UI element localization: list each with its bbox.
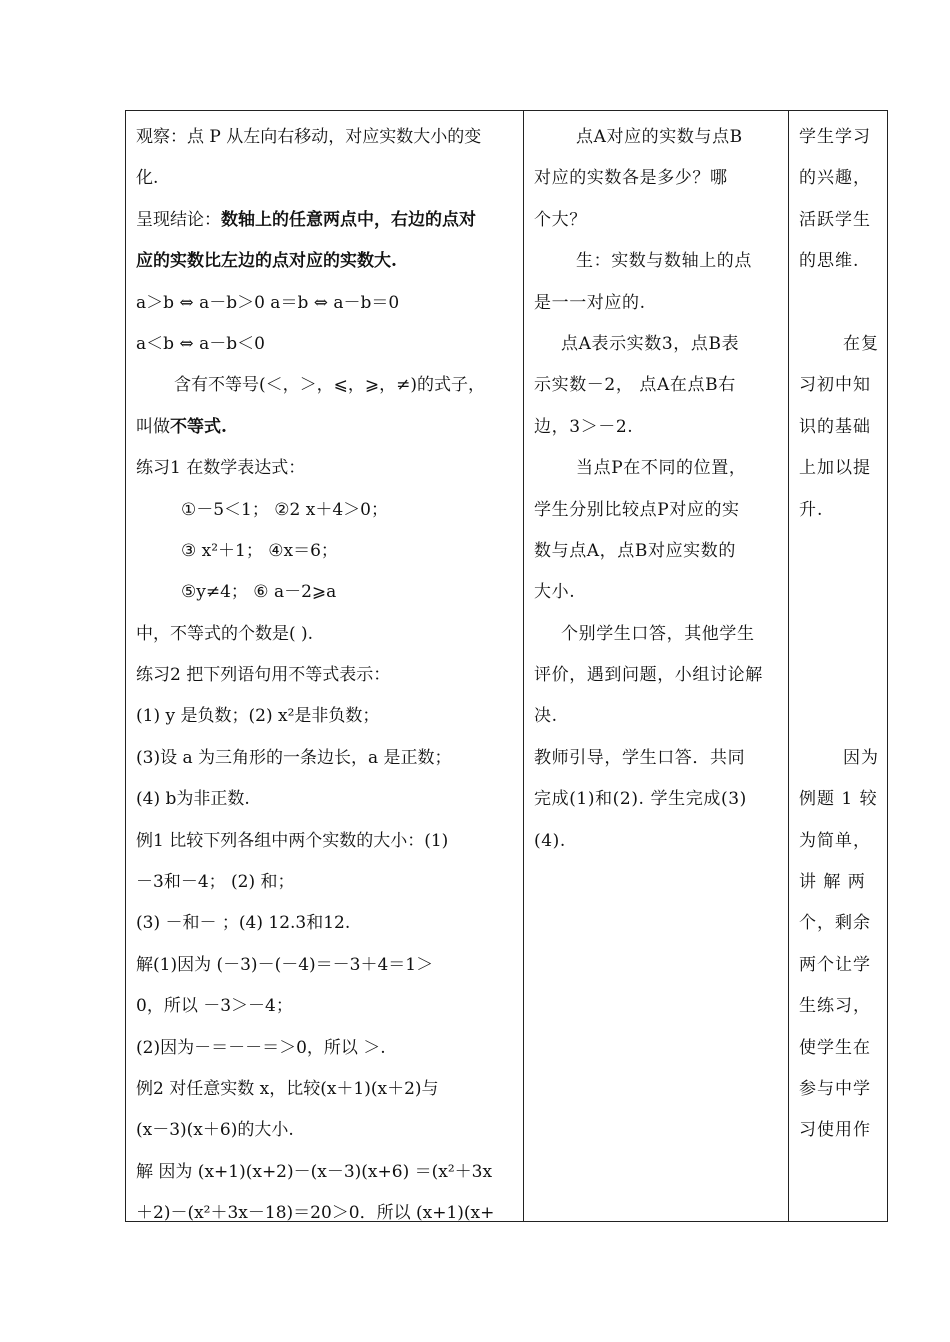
conclusion-line: 呈现结论：数轴上的任意两点中，右边的点对 xyxy=(136,209,476,230)
text-line: 习使用作 xyxy=(799,1120,871,1141)
text-line: 当点P在不同的位置， xyxy=(576,458,747,479)
text-line: 讲 解 两 xyxy=(799,872,866,893)
exercise-item: ⑤y≠4； ⑥ a－2⩾a xyxy=(181,582,337,603)
text-line: 教师引导，学生口答．共同 xyxy=(534,747,746,768)
text-line: 的兴趣， xyxy=(799,168,871,189)
definition-line: 叫做不等式. xyxy=(136,416,227,437)
text-line: 学生分别比较点P对应的实 xyxy=(534,499,740,520)
lesson-table xyxy=(125,110,888,1222)
text-line: 在复 xyxy=(843,333,879,354)
text-line: (3) －和－ ；(4) 12.3和12. xyxy=(136,913,351,934)
exercise-item: ③ x²＋1； ④x＝6； xyxy=(181,540,338,561)
text-line: 个别学生口答，其他学生 xyxy=(561,623,755,644)
exercise-2-title: 练习2 把下列语句用不等式表示： xyxy=(136,665,391,686)
text-line: 学生学习 xyxy=(799,127,871,147)
text-line: 决. xyxy=(534,706,558,727)
text-line: 个大？ xyxy=(534,209,587,230)
definition-line: 含有不等号(＜，＞，⩽，⩾，≠)的式子， xyxy=(174,375,485,396)
spacer xyxy=(799,283,879,324)
text-line: (1) y 是负数；(2) x²是非负数； xyxy=(136,706,380,727)
text-line: 是一一对应的. xyxy=(534,292,646,313)
solution-line: (2)因为－＝－－＝＞0，所以 ＞. xyxy=(136,1037,386,1058)
text-line: 点A表示实数3，点B表 xyxy=(561,333,740,354)
text-line: 识的基础 xyxy=(799,416,871,437)
spacer xyxy=(799,614,879,655)
text-line: 的思维. xyxy=(799,251,860,272)
text-line: 上加以提 xyxy=(799,458,871,479)
solution-line: 0，所以 －3＞－4； xyxy=(136,996,293,1017)
text-line: 习初中知 xyxy=(799,375,871,396)
formula-line: a＞b ⇔ a－b＞0 a＝b ⇔ a－b＝0 xyxy=(136,292,400,313)
text-line: 使学生在 xyxy=(799,1037,871,1058)
text-line: 个，剩余 xyxy=(799,913,871,934)
text-line: 因为 xyxy=(843,747,879,768)
text-line: 参与中学 xyxy=(799,1078,871,1099)
text-line: 对应的实数各是多少？哪 xyxy=(534,168,728,189)
spacer xyxy=(799,655,879,696)
text-line: 升. xyxy=(799,499,824,520)
text-line: 中，不等式的个数是( ). xyxy=(136,623,314,644)
text-line: (x－3)(x＋6)的大小. xyxy=(136,1120,294,1141)
spacer xyxy=(799,696,879,737)
text-line: 两个让学 xyxy=(799,954,871,975)
text-line: 数与点A，点B对应实数的 xyxy=(534,540,736,561)
exercise-item: ①－5＜1； ②2 x＋4＞0； xyxy=(181,499,388,520)
spacer xyxy=(799,531,879,572)
text-line: 点A对应的实数与点B xyxy=(576,127,743,147)
text-line: 观察：点 P 从左向右移动，对应实数大小的变 xyxy=(136,127,482,147)
text-line: 完成(1)和(2). 学生完成(3) xyxy=(534,789,747,810)
solution-line: 解(1)因为 (－3)－(－4)＝－3＋4＝1＞ xyxy=(136,954,434,975)
formula-line: a＜b ⇔ a－b＜0 xyxy=(136,333,265,354)
text-line: (4) b为非正数. xyxy=(136,789,250,810)
exercise-1-title: 练习1 在数学表达式： xyxy=(136,458,306,479)
text-line: 生：实数与数轴上的点 xyxy=(576,251,752,272)
text-line: 示实数－2， 点A在点B右 xyxy=(534,375,736,396)
student-activity-column xyxy=(524,111,789,1221)
content-column xyxy=(126,111,524,1221)
text-line: 大小. xyxy=(534,582,576,603)
text-line: 化. xyxy=(136,168,159,189)
text-line: 活跃学生 xyxy=(799,209,871,230)
example-1-title: 例1 比较下列各组中两个实数的大小：(1) xyxy=(136,830,449,851)
text-line: 边，3＞－2. xyxy=(534,416,634,437)
text-line: 为简单， xyxy=(799,830,871,851)
text-line: (4). xyxy=(534,830,566,851)
design-intent-column xyxy=(789,111,887,1221)
text-line: －3和－4； (2) 和； xyxy=(136,872,295,893)
text-line: 生练习， xyxy=(799,996,871,1017)
text-line: 例题 1 较 xyxy=(799,789,878,810)
example-2-title: 例2 对任意实数 x，比较(x＋1)(x＋2)与 xyxy=(136,1078,439,1099)
spacer xyxy=(799,572,879,613)
text-line: 评价，遇到问题，小组讨论解 xyxy=(534,665,763,686)
solution-line: ＋2)－(x²＋3x－18)＝20＞0．所以 (x+1)(x+ xyxy=(136,1203,495,1221)
solution-line: 解 因为 (x+1)(x+2)－(x－3)(x+6) ＝(x²＋3x xyxy=(136,1161,493,1182)
conclusion-line: 应的实数比左边的点对应的实数大. xyxy=(136,251,397,272)
text-line: (3)设 a 为三角形的一条边长，a 是正数； xyxy=(136,747,452,768)
